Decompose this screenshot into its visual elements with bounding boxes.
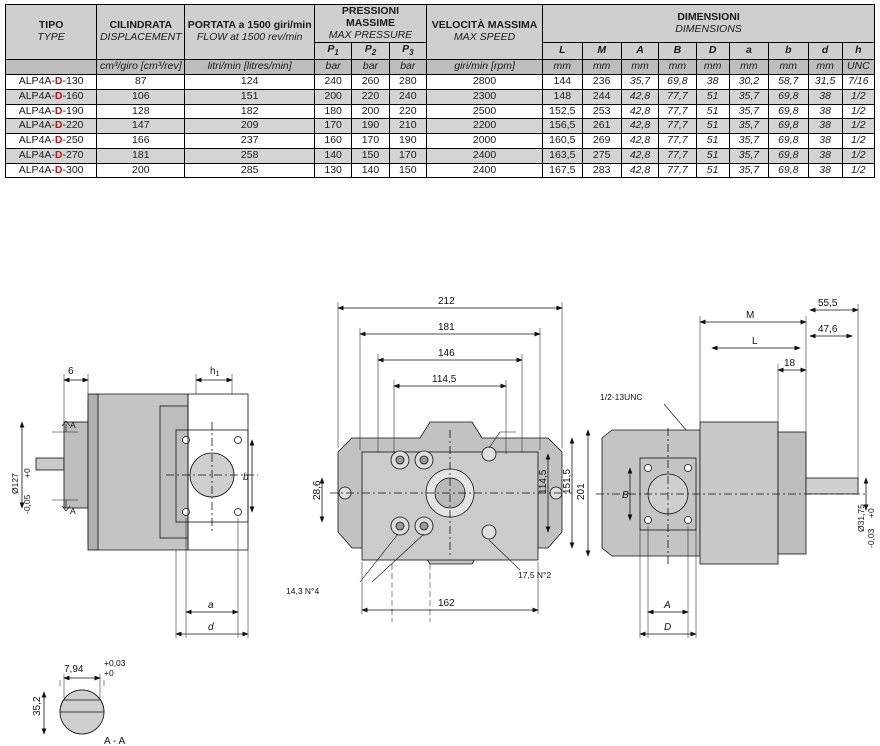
label-diameter-tol-top: +0 xyxy=(22,468,32,478)
cell-D: 51 xyxy=(696,104,729,119)
unit-type xyxy=(6,60,97,75)
cell-type: ALP4A-D-160 xyxy=(6,89,97,104)
label-dim-L: L xyxy=(752,336,758,347)
cell-h: 1/2 xyxy=(842,119,874,134)
cell-d: 38 xyxy=(808,89,842,104)
label-dim-28-6: 28,6 xyxy=(312,480,323,500)
label-dim-6: 6 xyxy=(68,366,74,377)
table-header-row-units xyxy=(6,60,875,75)
cell-p3: 280 xyxy=(389,75,426,90)
cell-L: 160,5 xyxy=(543,134,582,149)
cell-b: 69,8 xyxy=(769,163,808,178)
unit-speed: giri/min [rpm] xyxy=(426,60,542,75)
header-dim-D: D xyxy=(696,43,729,60)
header-p2: $P_2$ xyxy=(352,43,389,60)
label-section-a-bottom: A xyxy=(70,506,76,516)
cell-D: 51 xyxy=(696,148,729,163)
cell-speed: 2000 xyxy=(426,134,542,149)
cell-d: 38 xyxy=(808,104,842,119)
label-shaft-tol-top: +0 xyxy=(866,508,876,518)
label-dim-A: A xyxy=(664,600,671,611)
unit-p3: bar xyxy=(389,60,426,75)
right-side-view xyxy=(588,304,866,638)
cell-A: 42,8 xyxy=(621,119,658,134)
cell-a: 35,7 xyxy=(729,89,768,104)
cell-b: 69,8 xyxy=(769,119,808,134)
label-dim-b: b xyxy=(243,472,249,483)
cell-D: 51 xyxy=(696,163,729,178)
header-dim-b: b xyxy=(769,43,808,60)
unit-dim-h: UNC xyxy=(842,60,874,75)
cell-speed: 2800 xyxy=(426,75,542,90)
cell-h: 1/2 xyxy=(842,134,874,149)
cell-p3: 170 xyxy=(389,148,426,163)
cell-d: 38 xyxy=(808,148,842,163)
header-max-pressure: PRESSIONI MASSIME MAX PRESSURE xyxy=(314,5,426,43)
unit-dim-d: mm xyxy=(808,60,842,75)
cell-p2: 140 xyxy=(352,163,389,178)
label-diameter-tol-bottom: -0,05 xyxy=(22,494,32,514)
cell-p1: 240 xyxy=(314,75,351,90)
unit-p2: bar xyxy=(352,60,389,75)
cell-b: 69,8 xyxy=(769,134,808,149)
cell-B: 77,7 xyxy=(659,134,696,149)
cell-flow: 237 xyxy=(185,134,315,149)
header-dim-A: A xyxy=(621,43,658,60)
label-dim-55-5: 55,5 xyxy=(818,298,838,309)
label-dim-M: M xyxy=(746,310,755,321)
cell-displacement: 106 xyxy=(97,89,185,104)
cell-speed: 2500 xyxy=(426,104,542,119)
cell-a: 30,2 xyxy=(729,75,768,90)
cell-A: 42,8 xyxy=(621,134,658,149)
cell-p2: 190 xyxy=(352,119,389,134)
cell-displacement: 181 xyxy=(97,148,185,163)
cell-h: 7/16 xyxy=(842,75,874,90)
cell-A: 42,8 xyxy=(621,148,658,163)
cell-p2: 150 xyxy=(352,148,389,163)
cell-h: 1/2 xyxy=(842,89,874,104)
label-dim-B: B xyxy=(622,490,629,501)
label-dim-151-5: 151,5 xyxy=(562,468,573,494)
cell-L: 167,5 xyxy=(543,163,582,178)
cell-p3: 210 xyxy=(389,119,426,134)
section-detail-aa xyxy=(44,674,104,734)
cell-h: 1/2 xyxy=(842,104,874,119)
cell-a: 35,7 xyxy=(729,148,768,163)
cell-A: 35,7 xyxy=(621,75,658,90)
header-dim-B: B xyxy=(659,43,696,60)
header-max-speed: VELOCITÀ MASSIMA MAX SPEED xyxy=(426,5,542,60)
label-dim-47-6: 47,6 xyxy=(818,324,838,335)
cell-M: 244 xyxy=(582,89,621,104)
cell-L: 163,5 xyxy=(543,148,582,163)
cell-a: 35,7 xyxy=(729,119,768,134)
label-detail-tol-top: +0,03 xyxy=(104,658,126,668)
label-note-14-3: 14,3 N°4 xyxy=(286,586,320,596)
cell-displacement: 147 xyxy=(97,119,185,134)
table-row xyxy=(6,75,875,90)
cell-M: 275 xyxy=(582,148,621,163)
cell-A: 42,8 xyxy=(621,89,658,104)
technical-drawing xyxy=(0,282,880,746)
label-dim-h1: $h_1$ xyxy=(210,366,220,378)
unit-dim-B: mm xyxy=(659,60,696,75)
cell-B: 77,7 xyxy=(659,148,696,163)
table-row xyxy=(6,119,875,134)
cell-flow: 182 xyxy=(185,104,315,119)
cell-p1: 140 xyxy=(314,148,351,163)
label-dim-114-5-top: 114,5 xyxy=(432,374,457,385)
label-dim-35-2: 35,2 xyxy=(32,696,43,716)
label-shaft-tol-bottom: -0,03 xyxy=(866,528,876,548)
cell-p3: 150 xyxy=(389,163,426,178)
cell-M: 261 xyxy=(582,119,621,134)
header-flow: PORTATA a 1500 giri/min FLOW at 1500 rev/min xyxy=(185,5,315,60)
header-p3: $P_3$ xyxy=(389,43,426,60)
cell-a: 35,7 xyxy=(729,163,768,178)
specification-table xyxy=(5,4,875,178)
cell-p1: 200 xyxy=(314,89,351,104)
header-dim-h: h xyxy=(842,43,874,60)
cell-flow: 209 xyxy=(185,119,315,134)
cell-displacement: 128 xyxy=(97,104,185,119)
label-shaft-diameter: Ø31,75 xyxy=(856,504,866,532)
cell-displacement: 166 xyxy=(97,134,185,149)
label-dim-7-94: 7,94 xyxy=(64,664,84,675)
cell-B: 69,8 xyxy=(659,75,696,90)
cell-type: ALP4A-D-220 xyxy=(6,119,97,134)
cell-speed: 2300 xyxy=(426,89,542,104)
header-dim-a: a xyxy=(729,43,768,60)
cell-B: 77,7 xyxy=(659,119,696,134)
cell-D: 51 xyxy=(696,134,729,149)
unit-dim-L: mm xyxy=(543,60,582,75)
unit-dim-a: mm xyxy=(729,60,768,75)
cell-p1: 160 xyxy=(314,134,351,149)
cell-d: 38 xyxy=(808,134,842,149)
cell-b: 69,8 xyxy=(769,148,808,163)
table-row xyxy=(6,163,875,178)
cell-flow: 258 xyxy=(185,148,315,163)
cell-p2: 260 xyxy=(352,75,389,90)
table-row xyxy=(6,148,875,163)
cell-D: 51 xyxy=(696,119,729,134)
label-section-a-top: A xyxy=(70,420,76,430)
label-dim-162: 162 xyxy=(438,598,455,609)
table-header-row-main xyxy=(6,5,875,43)
cell-B: 77,7 xyxy=(659,104,696,119)
cell-L: 152,5 xyxy=(543,104,582,119)
unit-dim-A: mm xyxy=(621,60,658,75)
header-dimensions: DIMENSIONI DIMENSIONS xyxy=(543,5,875,43)
cell-type: ALP4A-D-300 xyxy=(6,163,97,178)
cell-type: ALP4A-D-190 xyxy=(6,104,97,119)
cell-a: 35,7 xyxy=(729,134,768,149)
cell-L: 156,5 xyxy=(543,119,582,134)
cell-speed: 2200 xyxy=(426,119,542,134)
cell-d: 38 xyxy=(808,163,842,178)
label-dim-a: a xyxy=(208,600,214,611)
cell-p2: 200 xyxy=(352,104,389,119)
cell-A: 42,8 xyxy=(621,163,658,178)
cell-type: ALP4A-D-250 xyxy=(6,134,97,149)
cell-p1: 180 xyxy=(314,104,351,119)
cell-flow: 124 xyxy=(185,75,315,90)
table-row xyxy=(6,89,875,104)
left-side-view xyxy=(22,374,258,638)
table-row xyxy=(6,134,875,149)
unit-dim-b: mm xyxy=(769,60,808,75)
table-row xyxy=(6,104,875,119)
cell-p3: 240 xyxy=(389,89,426,104)
label-dim-201: 201 xyxy=(576,483,587,500)
cell-B: 77,7 xyxy=(659,163,696,178)
label-dim-212: 212 xyxy=(438,296,455,307)
header-displacement: CILINDRATA DISPLACEMENT xyxy=(97,5,185,60)
label-dim-146: 146 xyxy=(438,348,455,359)
cell-L: 148 xyxy=(543,89,582,104)
cell-speed: 2400 xyxy=(426,148,542,163)
cell-h: 1/2 xyxy=(842,148,874,163)
cell-p2: 170 xyxy=(352,134,389,149)
unit-displacement: cm³/giro [cm³/rev] xyxy=(97,60,185,75)
header-dim-M: M xyxy=(582,43,621,60)
cell-speed: 2400 xyxy=(426,163,542,178)
cell-flow: 285 xyxy=(185,163,315,178)
cell-b: 69,8 xyxy=(769,89,808,104)
unit-dim-D: mm xyxy=(696,60,729,75)
cell-M: 236 xyxy=(582,75,621,90)
cell-flow: 151 xyxy=(185,89,315,104)
label-thread-spec: 1/2-13UNC xyxy=(600,392,643,402)
cell-M: 253 xyxy=(582,104,621,119)
header-p1: $P_1$ xyxy=(314,43,351,60)
label-section-caption: A - A xyxy=(104,736,126,746)
label-dim-114-5-right: 114,5 xyxy=(538,469,549,494)
label-dim-18: 18 xyxy=(784,358,796,369)
cell-p2: 220 xyxy=(352,89,389,104)
cell-displacement: 87 xyxy=(97,75,185,90)
cell-M: 283 xyxy=(582,163,621,178)
unit-flow: litri/min [litres/min] xyxy=(185,60,315,75)
cell-p3: 190 xyxy=(389,134,426,149)
cell-a: 35,7 xyxy=(729,104,768,119)
cell-M: 269 xyxy=(582,134,621,149)
cell-d: 38 xyxy=(808,119,842,134)
cell-type: ALP4A-D-130 xyxy=(6,75,97,90)
cell-h: 1/2 xyxy=(842,163,874,178)
label-diameter-127: Ø127 xyxy=(10,473,20,494)
cell-p1: 130 xyxy=(314,163,351,178)
header-dim-d: d xyxy=(808,43,842,60)
label-detail-tol-bottom: +0 xyxy=(104,668,114,678)
cell-A: 42,8 xyxy=(621,104,658,119)
cell-d: 31,5 xyxy=(808,75,842,90)
cell-D: 51 xyxy=(696,89,729,104)
label-note-17-5: 17,5 N°2 xyxy=(518,570,552,580)
label-dim-D: D xyxy=(664,622,672,633)
cell-D: 38 xyxy=(696,75,729,90)
label-dim-d: d xyxy=(208,622,214,633)
label-dim-181: 181 xyxy=(438,322,455,333)
unit-p1: bar xyxy=(314,60,351,75)
cell-L: 144 xyxy=(543,75,582,90)
cell-p1: 170 xyxy=(314,119,351,134)
cell-b: 58,7 xyxy=(769,75,808,90)
cell-B: 77,7 xyxy=(659,89,696,104)
cell-b: 69,8 xyxy=(769,104,808,119)
header-dim-L: L xyxy=(543,43,582,60)
cell-type: ALP4A-D-270 xyxy=(6,148,97,163)
unit-dim-M: mm xyxy=(582,60,621,75)
cell-displacement: 200 xyxy=(97,163,185,178)
cell-p3: 220 xyxy=(389,104,426,119)
header-type: TIPO TYPE xyxy=(6,5,97,60)
